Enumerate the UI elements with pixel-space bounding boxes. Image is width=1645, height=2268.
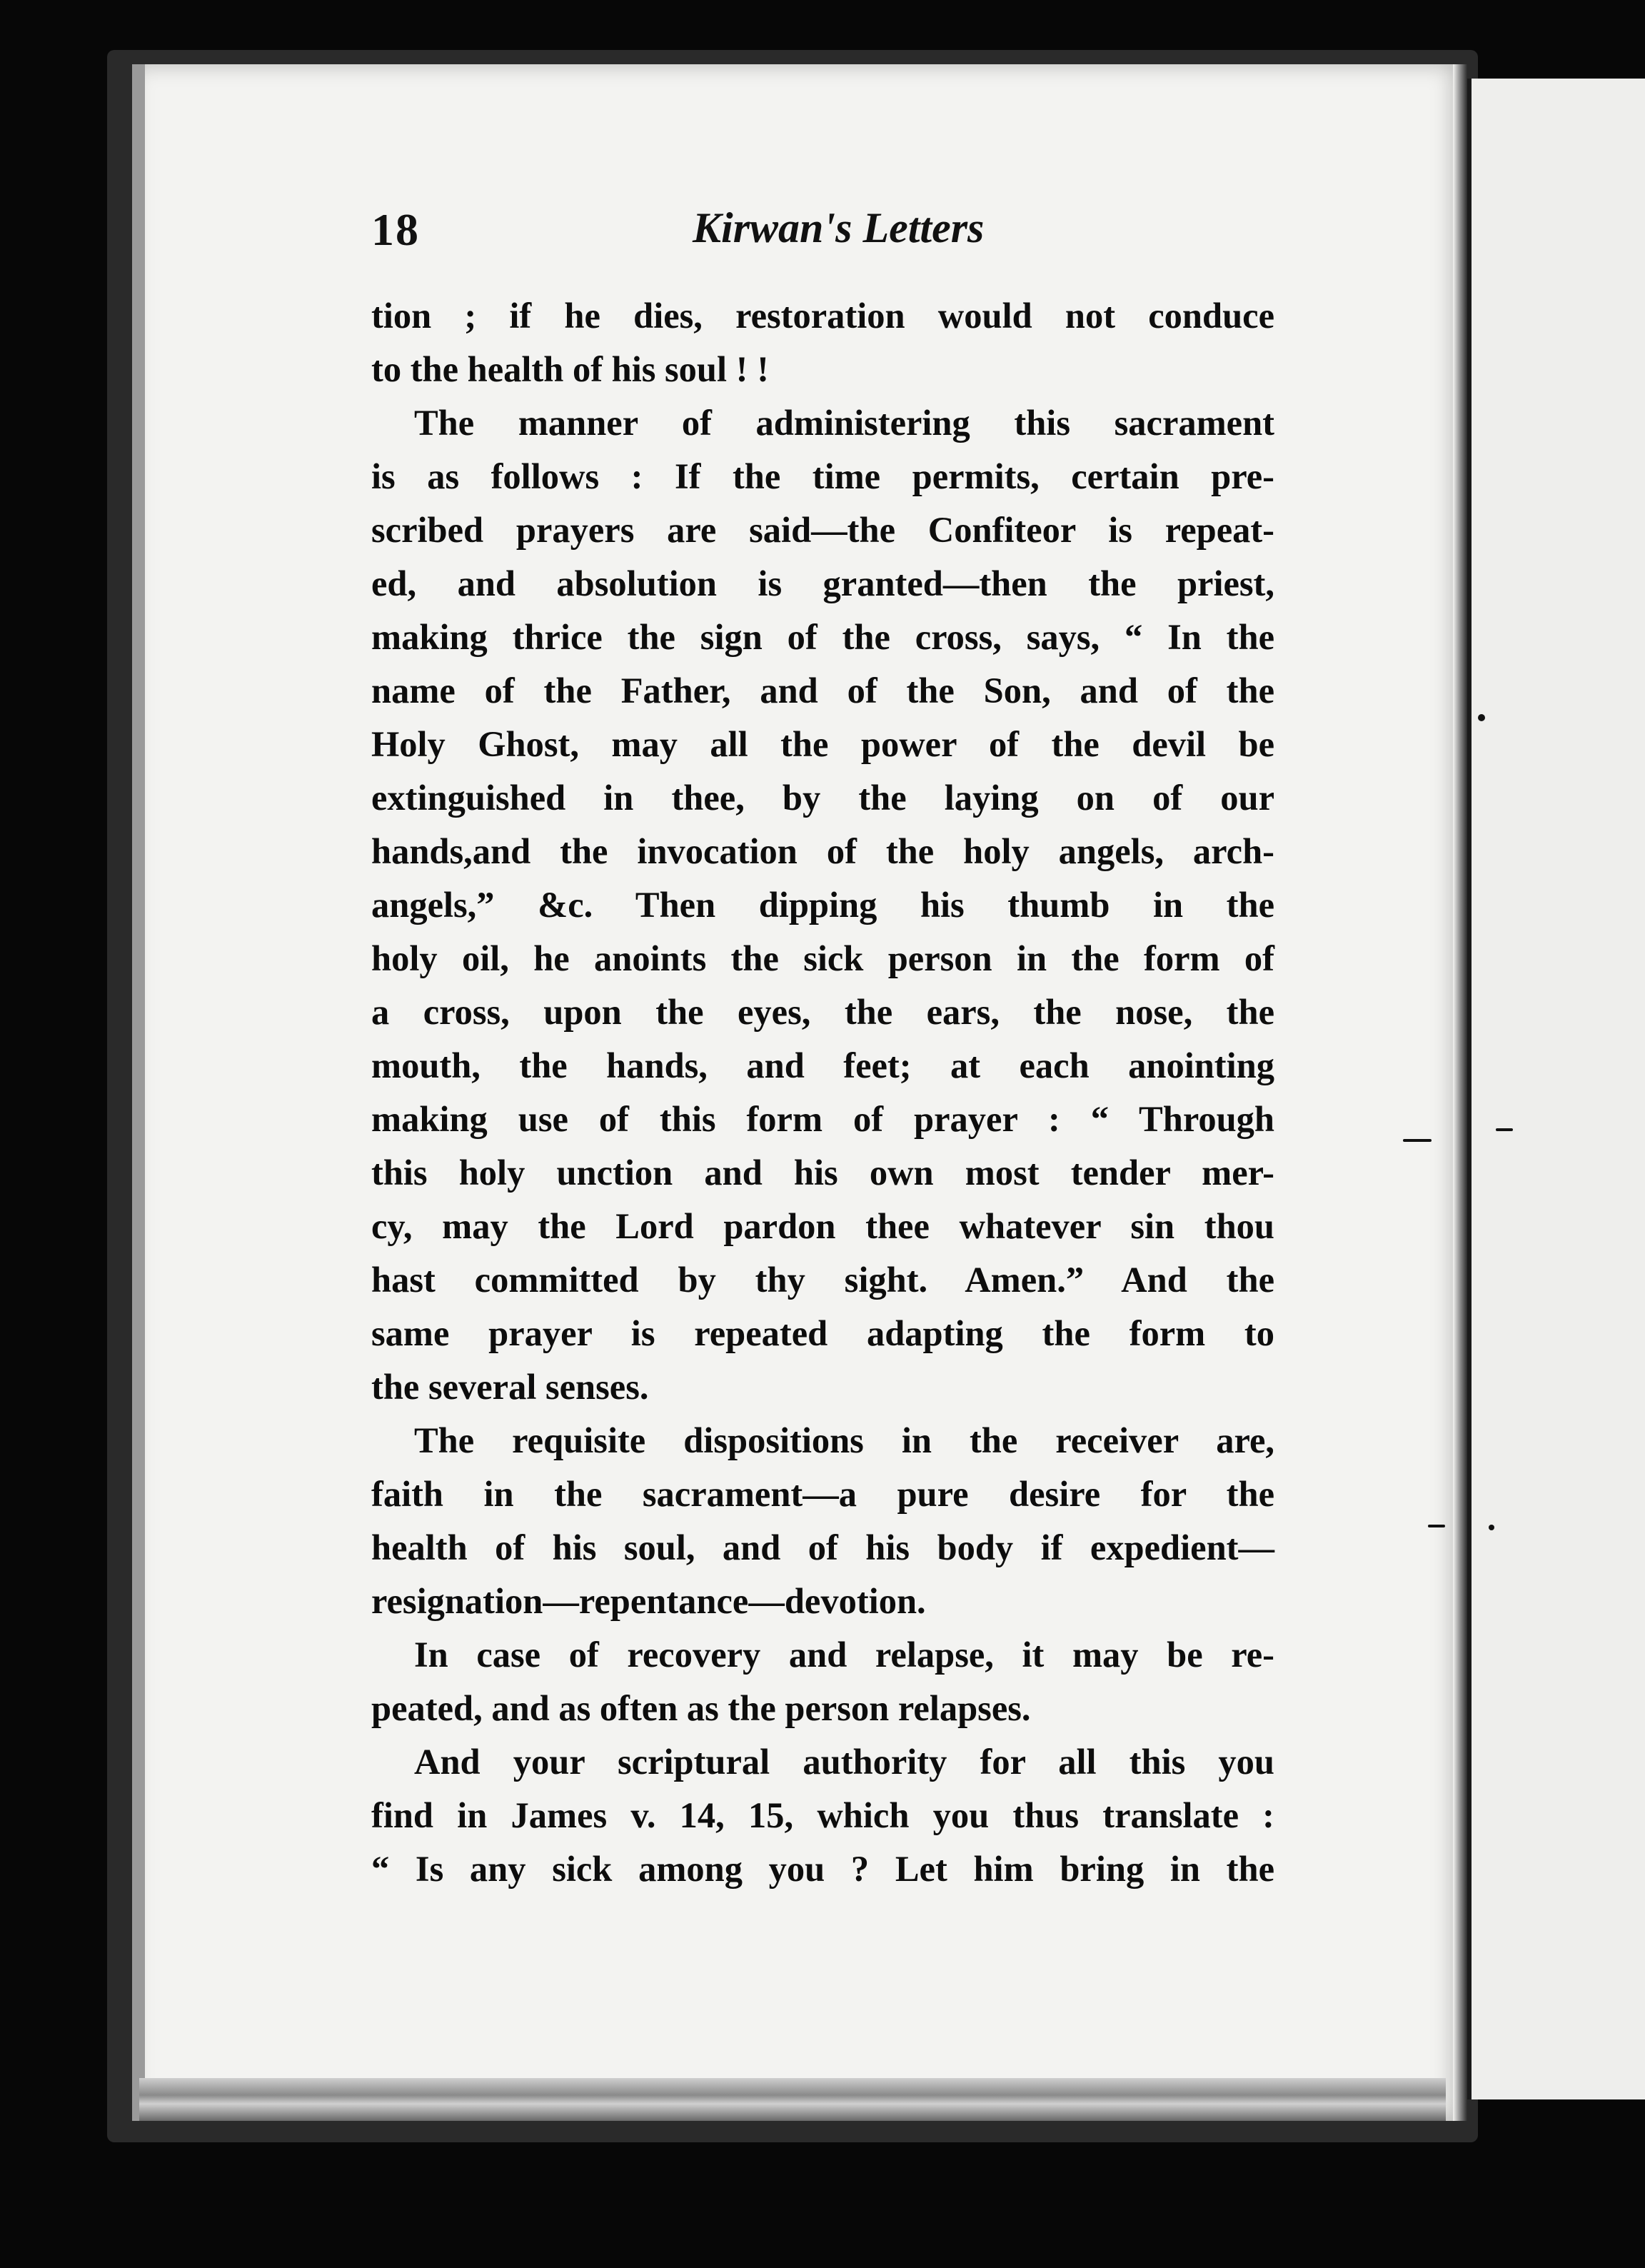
text-line: hands,and the invocation of the holy angels, arch- <box>371 831 1274 871</box>
book-spine <box>1453 64 1467 2121</box>
text-line: is as follows : If the time permits, certain pre- <box>371 456 1274 496</box>
body-text <box>371 289 1274 1896</box>
ink-speck <box>1478 714 1485 721</box>
text-line: ed, and absolution is granted—then the priest, <box>371 563 1274 603</box>
text-line: a cross, upon the eyes, the ears, the nose, the <box>371 992 1274 1032</box>
text-line: this holy unction and his own most tender mer- <box>371 1153 1274 1193</box>
text-line: The requisite dispositions in the receiver are, <box>414 1420 1274 1460</box>
text-line: Holy Ghost, may all the power of the devil be <box>371 724 1274 764</box>
page-edge <box>132 64 145 2121</box>
text-line: name of the Father, and of the Son, and of the <box>371 671 1274 711</box>
ink-speck <box>1428 1525 1445 1527</box>
text-line: same prayer is repeated adapting the form to <box>371 1313 1274 1353</box>
text-line: angels,” &c. Then dipping his thumb in the <box>371 885 1274 925</box>
text-line: The manner of administering this sacrament <box>414 403 1274 443</box>
text-line: mouth, the hands, and feet; at each anointing <box>371 1045 1274 1085</box>
page-number: 18 <box>371 204 420 255</box>
ink-speck <box>1496 1128 1513 1131</box>
text-line: resignation—repentance—devotion. <box>371 1581 926 1621</box>
text-line: find in James v. 14, 15, which you thus translate : <box>371 1795 1274 1835</box>
text-line: making thrice the sign of the cross, says, “ In the <box>371 617 1274 657</box>
text-line: “ Is any sick among you ? Let him bring in the <box>371 1849 1274 1889</box>
running-title: Kirwan's Letters <box>693 204 985 251</box>
ink-speck <box>1489 1525 1494 1530</box>
text-line: extinguished in thee, by the laying on of our <box>371 778 1274 818</box>
text-line: faith in the sacrament—a pure desire for the <box>371 1474 1274 1514</box>
text-line: to the health of his soul ! ! <box>371 349 769 389</box>
text-line: making use of this form of prayer : “ Through <box>371 1099 1274 1139</box>
text-line: In case of recovery and relapse, it may be re- <box>414 1635 1274 1675</box>
ink-speck <box>1403 1139 1432 1142</box>
page-header <box>371 204 1278 261</box>
text-line: hast committed by thy sight. Amen.” And the <box>371 1260 1274 1300</box>
text-line: And your scriptural authority for all this you <box>414 1742 1274 1782</box>
text-line: cy, may the Lord pardon thee whatever sin thou <box>371 1206 1274 1246</box>
facing-page <box>1467 79 1645 2099</box>
text-line: scribed prayers are said—the Confiteor is repeat- <box>371 510 1274 550</box>
text-line: holy oil, he anoints the sick person in the form of <box>371 938 1274 978</box>
text-line: health of his soul, and of his body if expedient— <box>371 1527 1274 1567</box>
text-line: the several senses. <box>371 1367 649 1407</box>
text-line: tion ; if he dies, restoration would not conduce <box>371 296 1274 336</box>
text-line: peated, and as often as the person relapses. <box>371 1688 1031 1728</box>
page-stack-edge <box>139 2078 1446 2121</box>
